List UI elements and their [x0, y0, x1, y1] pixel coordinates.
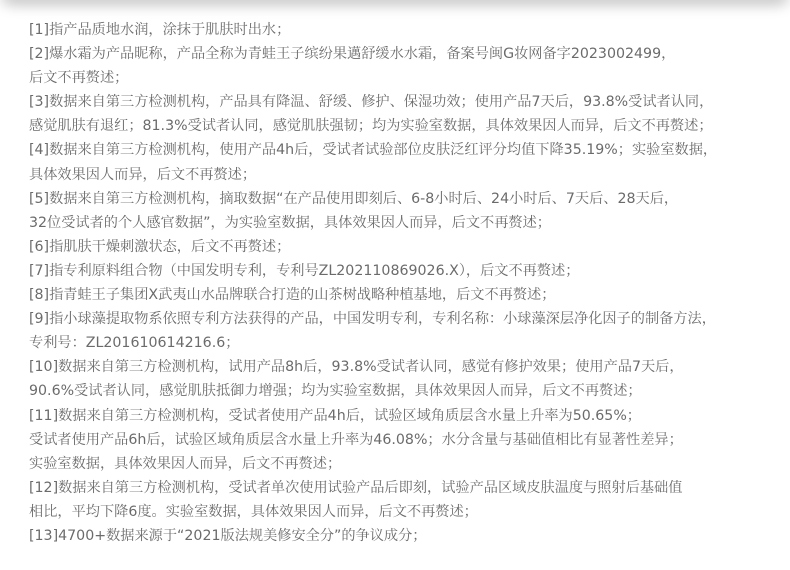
footnote-line-13: [9]指小球藻提取物系依照专利方法获得的产品，中国发明专利，专利名称：小球藻深层净化因子的制备方法， [29, 311, 716, 328]
footnote-line-18: 受试者使用产品6h后，试验区域角质层含水量上升率为46.08%；水分含量与基础值相比有显著性差异； [29, 431, 683, 448]
footnote-line-15: [10]数据来自第三方检测机构，试用产品8h后，93.8%受试者认同，感觉有修护效果；使用产品7天后， [29, 359, 684, 376]
footnote-list [29, 18, 784, 548]
footnote-line-10: [6]指肌肤干燥刺激状态，后文不再赘述； [29, 238, 291, 255]
footnote-line-9: 32位受试者的个人感官数据”，为实验室数据，具体效果因人而异，后文不再赘述； [29, 214, 551, 231]
footnote-line-12: [8]指青蛙王子集团X武夷山水品牌联合打造的山茶树战略种植基地，后文不再赘述； [29, 287, 556, 304]
footnote-line-2: [2]爆水霜为产品昵称，产品全称为青蛙王子缤纷果邁舒缓水水霜，备案号闽G妆网备字2023002499， [29, 46, 676, 63]
footnote-line-7: 具体效果因人而异，后文不再赘述； [29, 166, 257, 183]
footnote-line-6: [4]数据来自第三方检测机构，使用产品4h后，受试者试验部位皮肤泛红评分均值下降35.19%；实验室数据， [29, 142, 718, 159]
footnote-line-21: 相比，平均下降6度。实验室数据，具体效果因人而异，后文不再赘述； [29, 503, 478, 520]
footnote-line-17: [11]数据来自第三方检测机构，受试者使用产品4h后，试验区域角质层含水量上升率为50.65%； [29, 407, 641, 424]
footnote-line-20: [12]数据来自第三方检测机构，受试者单次使用试验产品后即刻，试验产品区域皮肤温度与照射后基础值 [29, 479, 683, 496]
footnote-line-16: 90.6%受试者认同，感觉肌肤抵御力增强；均为实验室数据，具体效果因人而异，后文不再赘述； [29, 383, 642, 400]
footnote-line-4: [3]数据来自第三方检测机构，产品具有降温、舒缓、修护、保湿功效；使用产品7天后，93.8%受试者认同， [29, 94, 714, 111]
footnote-line-3: 后文不再赘述； [29, 70, 129, 87]
footnote-line-11: [7]指专利原料组合物（中国发明专利，专利号ZL202110869026.X），后文不再赘述； [29, 262, 580, 279]
footnote-line-1: [1]指产品质地水润，涂抹于肌肤时出水； [29, 22, 291, 38]
footnote-line-14: 专利号：ZL201610614216.6； [29, 335, 240, 352]
footnote-line-5: 感觉肌肤有退红；81.3%受试者认同，感觉肌肤强韧；均为实验室数据，具体效果因人而异，后文不再赘述； [29, 118, 713, 135]
footnote-line-19: 实验室数据，具体效果因人而异，后文不再赘述； [29, 455, 342, 472]
footnote-line-22: [13]4700+数据来源于“2021版法规美修安全分”的争议成分； [29, 527, 427, 544]
footnote-line-8: [5]数据来自第三方检测机构，摘取数据“在产品使用即刻后、6-8小时后、24小时后、7天后、28天后， [29, 190, 679, 207]
